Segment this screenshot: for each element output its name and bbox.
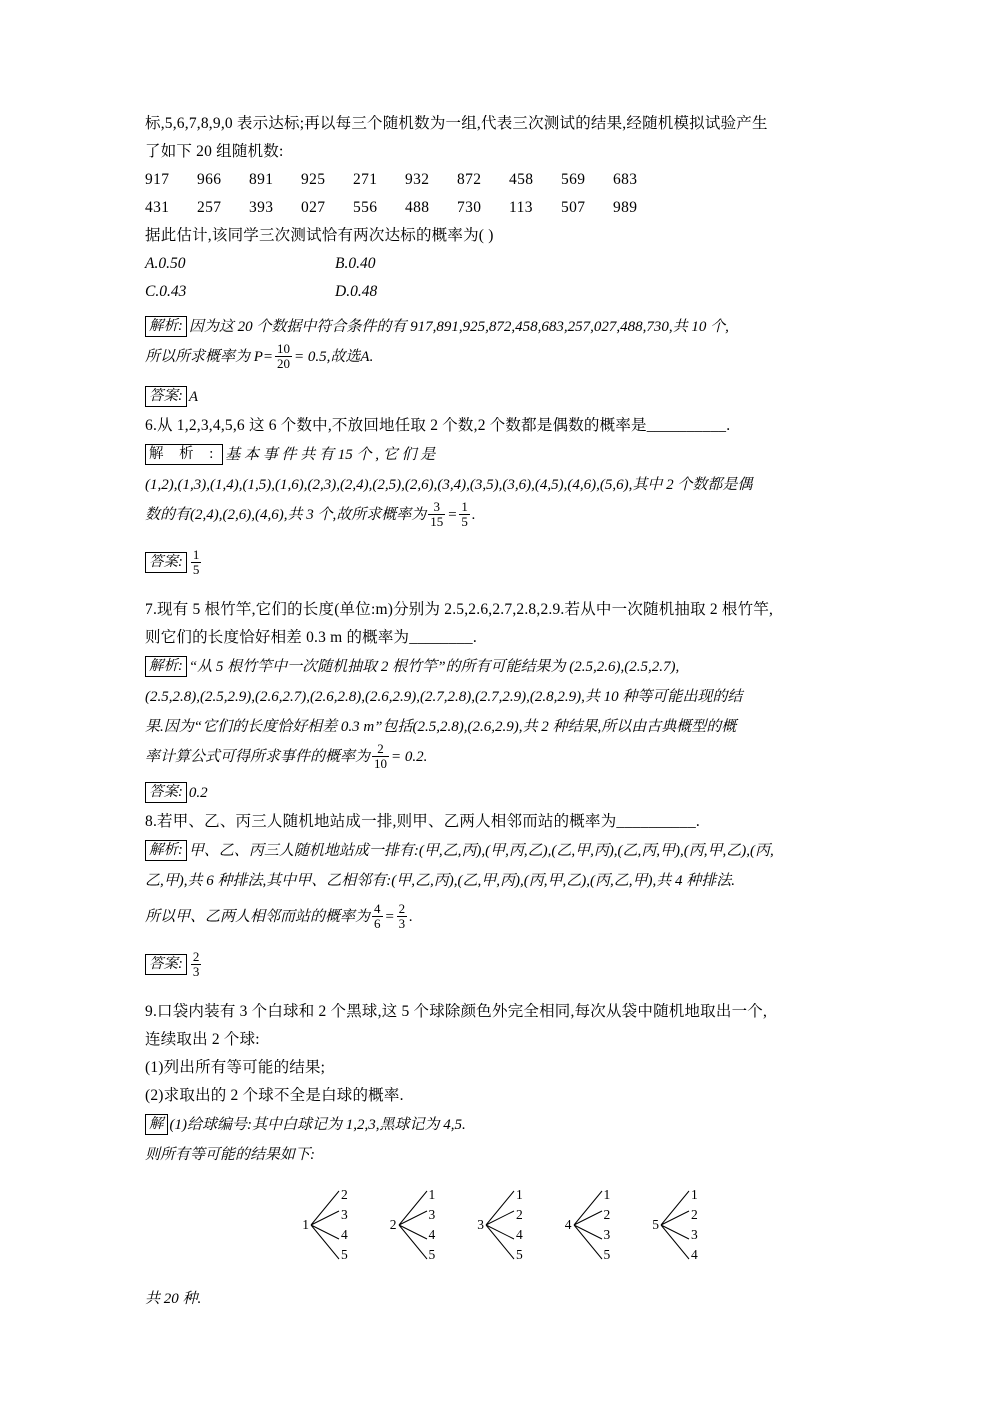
num-cell: 683 [613, 171, 638, 188]
num-cell: 925 [301, 171, 326, 188]
tree-branches-icon [660, 1186, 690, 1264]
num-cell: 507 [561, 199, 586, 216]
tree-leaves [429, 1188, 436, 1262]
num-cell: 027 [301, 199, 326, 216]
tree-root: 5 [652, 1217, 659, 1232]
question-9-stem-line-1: 9.口袋内装有 3 个白球和 2 个黑球,这 5 个球除颜色外完全相同,每次从袋中随机地取出一个, [145, 1003, 768, 1020]
equals-sign: = [384, 909, 395, 925]
solution-text: (1)给球编号:其中白球记为 1,2,3,黑球记为 4,5. [169, 1117, 466, 1133]
analysis-tag: 解析: [145, 840, 187, 861]
question-8-stem: 8.若甲、乙、丙三人随机地站成一排,则甲、乙两人相邻而站的概率为__________. [145, 813, 700, 830]
analysis-text: = 0.2. [391, 749, 428, 765]
answer-value: A [188, 389, 199, 405]
tree-leaves [691, 1188, 698, 1262]
tree-leaf: 3 [341, 1207, 348, 1222]
tree-root: 3 [477, 1217, 484, 1232]
tree-leaf: 5 [603, 1247, 611, 1262]
question-8-analysis-line-1 [145, 836, 855, 866]
tree-leaf: 2 [691, 1207, 698, 1222]
question-9-solution-line-2: 则所有等可能的结果如下: [145, 1147, 315, 1163]
tree-item [477, 1186, 523, 1264]
tree-leaf: 3 [428, 1207, 436, 1222]
num-cell: 431 [145, 199, 170, 216]
outcome-tree-diagram [145, 1186, 855, 1264]
question-6-analysis-line-1 [145, 440, 855, 470]
question-6-answer-line [145, 548, 855, 578]
question-9-solution-line-1 [145, 1110, 855, 1140]
option-c: C.0.43 [145, 283, 187, 300]
fraction-denominator: 3 [192, 964, 200, 980]
fraction-numerator: 2 [398, 901, 406, 917]
tree-leaves [516, 1188, 523, 1262]
question-7-analysis-line-4 [145, 742, 855, 772]
question-7-stem-line-2: 则它们的长度恰好相差 0.3 m 的概率为________. [145, 629, 477, 646]
tree-leaf: 5 [428, 1247, 436, 1262]
num-cell: 989 [613, 199, 638, 216]
tree-item [652, 1186, 698, 1264]
num-cell: 556 [353, 199, 378, 216]
tree-leaves [341, 1188, 348, 1262]
tree-leaf: 5 [516, 1247, 523, 1262]
solution-tag: 解 [145, 1114, 168, 1135]
num-cell: 966 [197, 171, 222, 188]
tree-leaf: 1 [428, 1187, 436, 1202]
tree-branches-icon [573, 1186, 603, 1264]
intro-analysis-line-2 [145, 342, 855, 372]
tree-leaf: 3 [603, 1227, 611, 1242]
fraction [397, 902, 408, 930]
analysis-text: . [471, 507, 476, 523]
analysis-text: . [409, 909, 413, 925]
intro-options-row-1 [145, 250, 855, 278]
fraction-numerator: 10 [277, 341, 291, 357]
fraction-numerator: 4 [374, 901, 381, 917]
tree-branches-icon [310, 1186, 340, 1264]
fraction-numerator: 2 [377, 741, 384, 757]
tree-item [390, 1186, 436, 1264]
tree-branches-icon [398, 1186, 428, 1264]
analysis-text: 所以甲、乙两人相邻而站的概率为 [145, 909, 371, 925]
analysis-text: 甲、乙、丙三人随机地站成一排有:(甲,乙,丙),(甲,丙,乙),(乙,甲,丙),(乙,丙,甲),(丙,甲,乙),(丙, [188, 843, 774, 859]
num-cell: 932 [405, 171, 430, 188]
tree-branches-icon [485, 1186, 515, 1264]
intro-analysis-line-1 [145, 312, 855, 342]
num-cell: 458 [509, 171, 534, 188]
fraction-numerator: 1 [192, 547, 200, 563]
num-cell: 257 [197, 199, 222, 216]
question-7-answer-line [145, 778, 855, 808]
random-numbers-row-1 [145, 166, 855, 194]
question-8-analysis-line-3 [145, 902, 855, 932]
answer-tag: 答案: [145, 954, 187, 975]
fraction [275, 342, 292, 370]
fraction-denominator: 6 [374, 916, 381, 932]
tree-leaf: 4 [691, 1247, 698, 1262]
question-9-total-line: 共 20 种. [145, 1291, 202, 1307]
analysis-text: 率计算公式可得所求事件的概率为 [145, 749, 371, 765]
question-7-stem-line-1: 7.现有 5 根竹竿,它们的长度(单位:m)分别为 2.5,2.6,2.7,2.8,2.9.若从中一次随机抽取 2 根竹竿, [145, 601, 774, 618]
tree-leaf: 4 [341, 1227, 348, 1242]
question-9-stem-line-3: (1)列出所有等可能的结果; [145, 1059, 326, 1076]
tree-leaf: 3 [691, 1227, 698, 1242]
fraction-denominator: 5 [192, 562, 200, 578]
num-cell: 113 [509, 199, 533, 216]
analysis-tag: 解析: [145, 316, 187, 337]
analysis-text: “从 5 根竹竿中一次随机抽取 2 根竹竿”的所有可能结果为 (2.5,2.6),(2.5,2.7), [188, 659, 680, 675]
tree-leaf: 1 [516, 1187, 523, 1202]
analysis-text: 因为这 20 个数据中符合条件的有 917,891,925,872,458,683,257,027,488,730,共 10 个, [188, 319, 729, 335]
answer-tag: 答案: [145, 386, 187, 407]
num-cell: 393 [249, 199, 274, 216]
tree-leaf: 5 [341, 1247, 348, 1262]
num-cell: 872 [457, 171, 482, 188]
fraction-denominator: 5 [461, 514, 468, 530]
fraction-denominator: 15 [430, 514, 444, 530]
fraction-numerator: 1 [461, 499, 468, 515]
question-7-analysis-line-1 [145, 652, 855, 682]
intro-line-2: 了如下 20 组随机数: [145, 143, 284, 160]
intro-answer-line [145, 382, 855, 412]
question-6-stem: 6.从 1,2,3,4,5,6 这 6 个数中,不放回地任取 2 个数,2 个数都是偶数的概率是__________. [145, 417, 731, 434]
option-b: B.0.40 [335, 255, 376, 272]
tree-item [302, 1186, 348, 1264]
fraction-denominator: 10 [374, 756, 388, 772]
intro-line-1: 标,5,6,7,8,9,0 表示达标;再以每三个随机数为一组,代表三次测试的结果,经随机模拟试验产生 [145, 115, 768, 132]
tree-leaf: 1 [691, 1187, 698, 1202]
fraction [372, 742, 389, 770]
fraction [191, 548, 202, 576]
num-cell: 488 [405, 199, 430, 216]
analysis-text: 所以所求概率为 P= [145, 349, 274, 365]
random-numbers-row-2 [145, 194, 855, 222]
question-8-answer-line [145, 950, 855, 980]
equals-sign: = [447, 507, 458, 523]
question-7-analysis-line-3: 果.因为“它们的长度恰好相差 0.3 m”包括(2.5,2.8),(2.6,2.9),共 2 种结果,所以由古典概型的概 [145, 719, 737, 735]
tree-leaf: 1 [603, 1187, 611, 1202]
analysis-tag: 解 析 : [145, 444, 223, 465]
option-a: A.0.50 [145, 255, 186, 272]
fraction-numerator: 3 [433, 499, 440, 515]
tree-root: 1 [302, 1217, 309, 1232]
question-9-stem-line-4: (2)求取出的 2 个球不全是白球的概率. [145, 1087, 404, 1104]
question-9-stem-line-2: 连续取出 2 个球: [145, 1031, 260, 1048]
tree-root: 2 [389, 1217, 397, 1232]
answer-value: 0.2 [188, 785, 208, 801]
question-6-analysis-line-2: (1,2),(1,3),(1,4),(1,5),(1,6),(2,3),(2,4),(2,5),(2,6),(3,4),(3,5),(3,6),(4,5),(4,6),(5,6),其中 2 个数都是偶 [145, 477, 753, 493]
num-cell: 271 [353, 171, 378, 188]
intro-question-line: 据此估计,该同学三次测试恰有两次达标的概率为( ) [145, 227, 494, 244]
analysis-text: 基 本 事 件 共 有 15 个 , 它 们 是 [225, 447, 436, 463]
tree-leaf: 4 [428, 1227, 436, 1242]
answer-tag: 答案: [145, 552, 187, 573]
question-7-analysis-line-2: (2.5,2.8),(2.5,2.9),(2.6,2.7),(2.6,2.8),(2.6,2.9),(2.7,2.8),(2.7,2.9),(2.8,2.9),共 10 种等可能出现的结 [145, 689, 743, 705]
answer-tag: 答案: [145, 782, 187, 803]
num-cell: 569 [561, 171, 586, 188]
tree-item [565, 1186, 611, 1264]
fraction [428, 500, 445, 528]
analysis-tag: 解析: [145, 656, 187, 677]
analysis-text: 数的有(2,4),(2,6),(4,6),共 3 个,故所求概率为 [145, 507, 427, 523]
fraction [191, 950, 202, 978]
tree-leaf: 4 [516, 1227, 523, 1242]
tree-leaves [604, 1188, 611, 1262]
question-6-analysis-line-3 [145, 500, 855, 530]
tree-leaf: 2 [341, 1187, 348, 1202]
tree-leaf: 2 [603, 1207, 611, 1222]
fraction [459, 500, 470, 528]
num-cell: 917 [145, 171, 170, 188]
fraction-numerator: 2 [192, 949, 200, 965]
intro-options-row-2 [145, 278, 855, 306]
tree-leaf: 2 [516, 1207, 523, 1222]
fraction [372, 902, 383, 930]
num-cell: 891 [249, 171, 274, 188]
tree-root: 4 [564, 1217, 572, 1232]
analysis-text: = 0.5,故选A. [294, 349, 374, 365]
fraction-denominator: 20 [277, 356, 291, 372]
option-d: D.0.48 [335, 283, 378, 300]
fraction-denominator: 3 [398, 916, 406, 932]
question-8-analysis-line-2: 乙,甲),共 6 种排法,其中甲、乙相邻有:(甲,乙,丙),(乙,甲,丙),(丙,甲,乙),(丙,乙,甲),共 4 种排法. [145, 873, 735, 889]
num-cell: 730 [457, 199, 482, 216]
